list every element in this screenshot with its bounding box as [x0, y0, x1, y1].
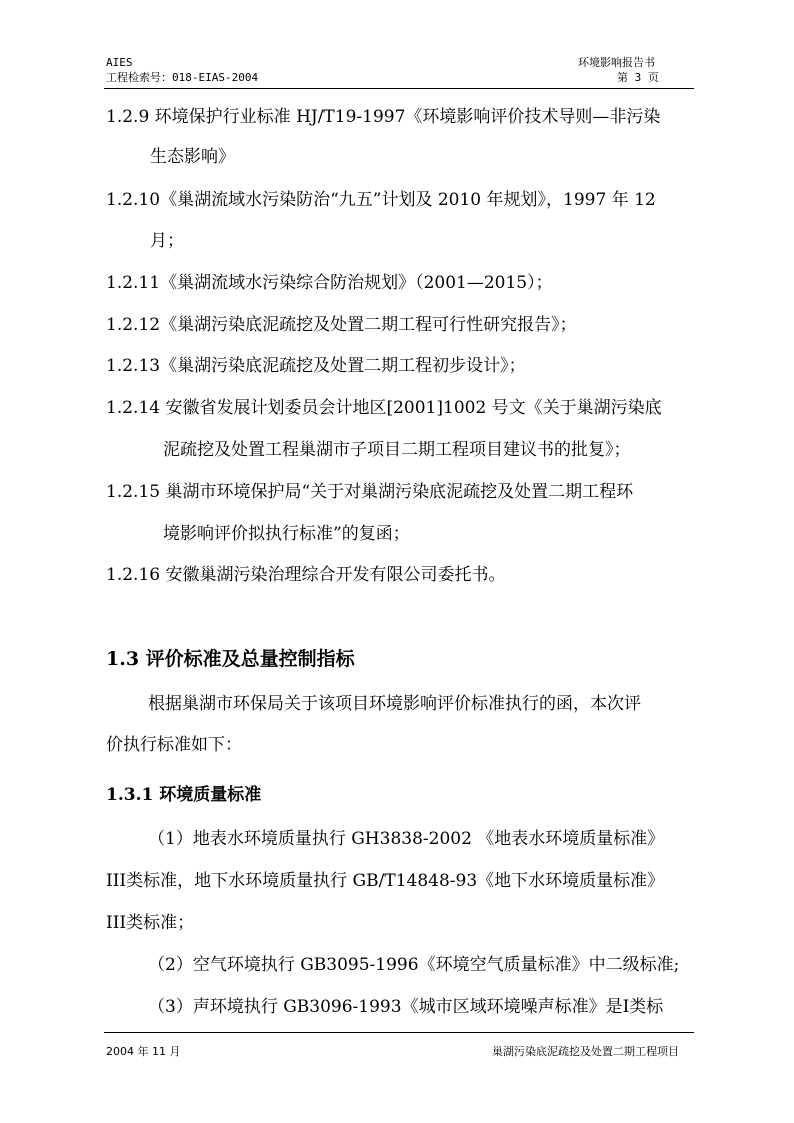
ref-1-2-16: 1.2.16 安徽巢湖污染治理综合开发有限公司委托书。: [106, 565, 506, 585]
ref-1-2-10: 1.2.10《巢湖流域水污染防治“九五”计划及 2010 年规划》，1997 年 12: [106, 190, 656, 210]
footer-project: 巢湖污染底泥疏挖及处置二期工程项目: [492, 1045, 679, 1058]
ref-1-2-14-cont: 泥疏挖及处置工程巢湖市子项目二期工程项目建议书的批复》；: [163, 440, 631, 460]
header-page: 第 3 页: [617, 71, 659, 84]
ref-1-2-9-cont: 生态影响》: [150, 147, 235, 167]
footer-divider: [104, 1032, 694, 1033]
ref-1-2-15-cont: 境影响评价拟执行标准”的复函；: [163, 524, 410, 544]
section-intro-2: 价执行标准如下：: [106, 735, 242, 755]
section-title: 1.3 评价标准及总量控制指标: [106, 648, 355, 670]
standard-2: （2）空气环境执行 GB3095-1996《环境空气质量标准》中二级标准;: [148, 955, 680, 975]
standard-1: （1）地表水环境质量执行 GH3838-2002 《地表水环境质量标准》: [148, 829, 665, 849]
ref-1-2-15: 1.2.15 巢湖市环境保护局“关于对巢湖污染底泥疏挖及处置二期工程环: [106, 482, 634, 502]
standard-1-cont: III类标准，地下水环境质量执行 GB/T14848-93《地下水环境质量标准》: [106, 871, 665, 891]
ref-1-2-11: 1.2.11《巢湖流域水污染综合防治规划》（2001—2015）；: [106, 273, 553, 293]
header-org: AIES: [106, 56, 133, 69]
ref-1-2-14: 1.2.14 安徽省发展计划委员会计地区[2001]1002 号文《关于巢湖污染底: [106, 398, 662, 418]
standard-3: （3）声环境执行 GB3096-1993《城市区域环境噪声标准》是Ⅰ类标: [148, 997, 664, 1017]
header-index: 工程检索号：018-EIAS-2004: [106, 71, 259, 84]
section-intro-1: 根据巢湖市环保局关于该项目环境影响评价标准执行的函，本次评: [148, 694, 641, 714]
standard-1-end: III类标准；: [106, 913, 195, 933]
header-doc-type: 环境影响报告书: [578, 56, 655, 69]
ref-1-2-10-cont: 月；: [150, 231, 184, 251]
footer-date: 2004 年 11 月: [106, 1045, 181, 1058]
ref-1-2-13: 1.2.13《巢湖污染底泥疏挖及处置二期工程初步设计》；: [106, 356, 526, 376]
subsection-title: 1.3.1 环境质量标准: [106, 785, 262, 805]
header-divider: [104, 88, 694, 89]
ref-1-2-12: 1.2.12《巢湖污染底泥疏挖及处置二期工程可行性研究报告》；: [106, 315, 577, 335]
ref-1-2-9: 1.2.9 环境保护行业标准 HJ/T19-1997《环境影响评价技术导则—非污染: [106, 107, 661, 127]
